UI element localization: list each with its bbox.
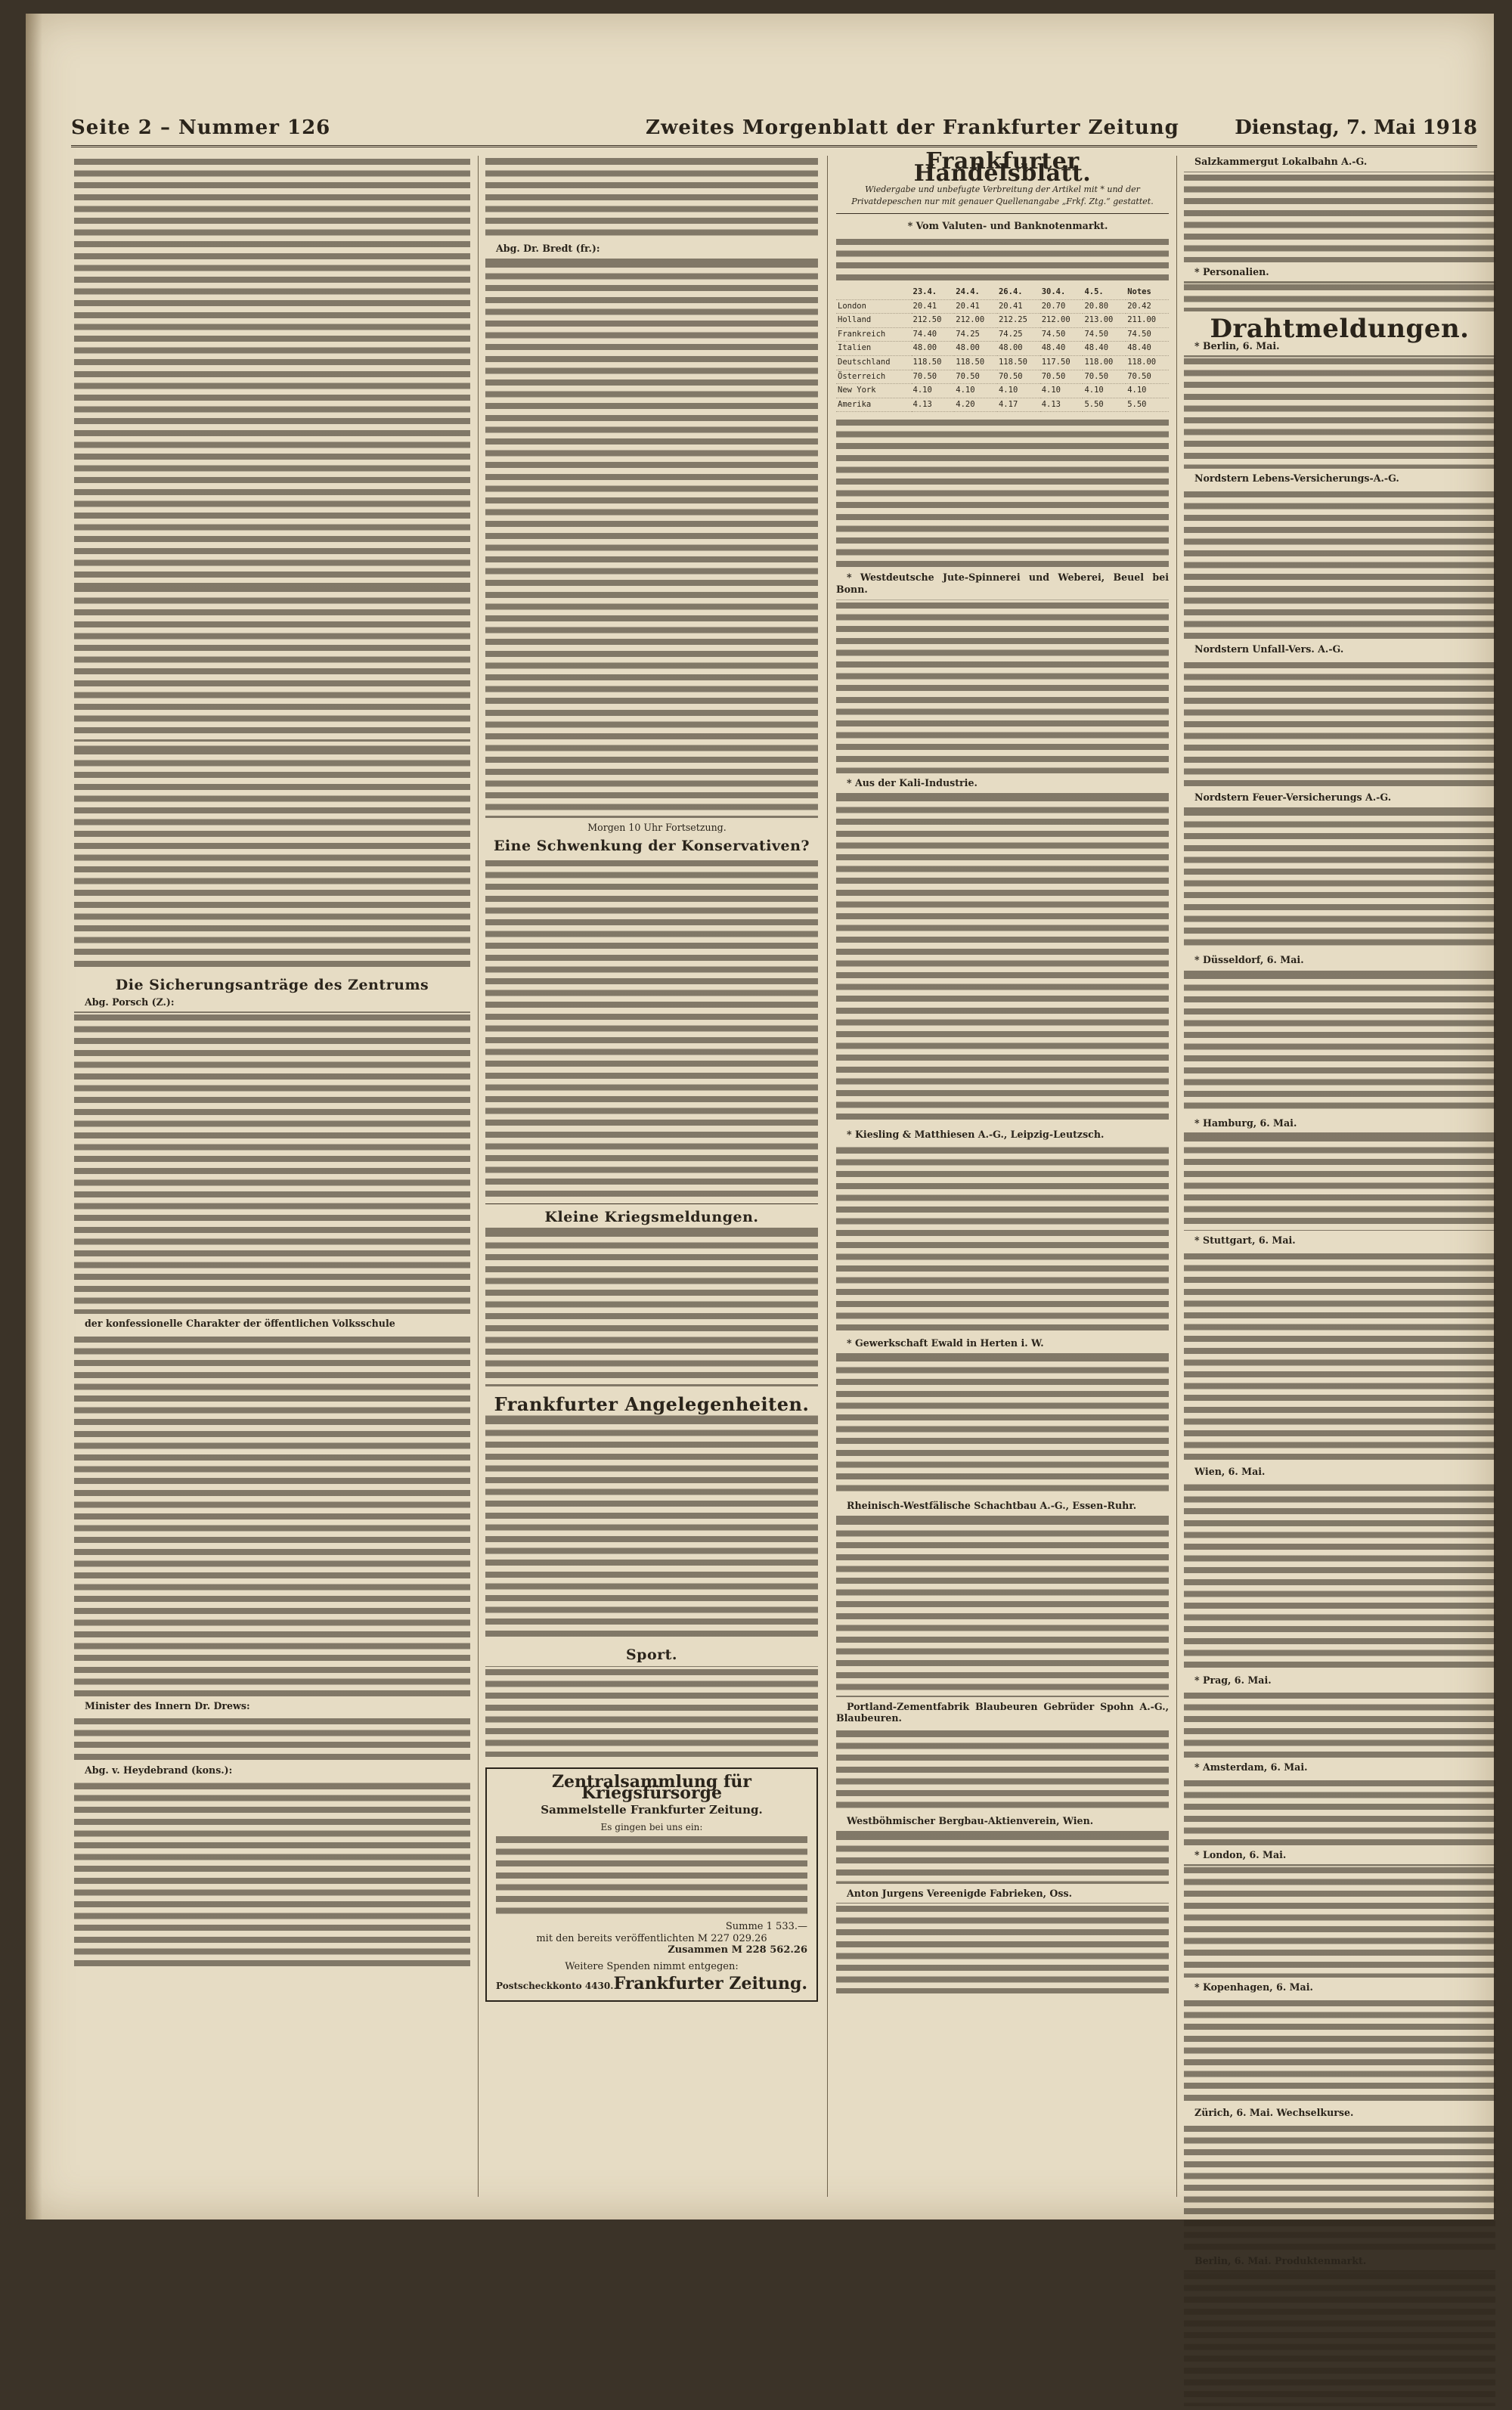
donation-footer — [496, 1974, 807, 1994]
rates-header-cell — [836, 286, 912, 299]
subheading: der konfessionelle Charakter der öffentlichen Volksschule — [85, 1318, 395, 1330]
postscheck-account: Postscheckkonto 4430. — [496, 1981, 614, 1992]
column-3 — [836, 148, 1169, 1997]
rates-cell: 4.10 — [954, 384, 997, 398]
donation-title: Zentralsammlung für Kriegsfürsorge — [551, 1771, 752, 1804]
body-text — [1184, 1777, 1495, 1845]
rates-cell: Amerika — [836, 398, 912, 412]
body-text — [1184, 970, 1495, 1114]
rates-cell: Italien — [836, 342, 912, 356]
column-rule — [478, 156, 479, 2197]
rates-cell: 212.00 — [1040, 314, 1083, 328]
dispatch-heading: Nordstern Feuer-Versicherungs A.-G. — [1194, 791, 1392, 803]
column-2 — [485, 156, 818, 2012]
rates-cell: 212.25 — [997, 314, 1040, 328]
column-rule — [827, 156, 828, 2197]
body-text — [74, 156, 470, 579]
rates-header-cell: 23.4. — [912, 286, 955, 299]
body-text — [485, 1415, 818, 1642]
article-heading: * Vom Valuten- und Banknotenmarkt. — [907, 220, 1108, 232]
total-value: M 228 562.26 — [731, 1944, 807, 1956]
rates-cell: 48.00 — [912, 342, 955, 356]
rates-header-cell: 30.4. — [1040, 286, 1083, 299]
article-heading: * Aus der Kali-Industrie. — [847, 776, 978, 788]
rates-cell: 74.50 — [1040, 327, 1083, 342]
body-text — [1184, 659, 1495, 788]
rates-cell: 74.25 — [997, 327, 1040, 342]
handelsblatt-subtitle: Wiedergabe und unbefugte Verbreitung der Artikel mit * und der Privatdepeschen nur mit genauer Quellenangabe „Frkf. Ztg.“ gestattet. — [851, 184, 1154, 206]
speaker-label: Abg. v. Heydebrand (kons.): — [85, 1764, 233, 1777]
donation-prev: mit den bereits veröffentlichten M 227 029.26 — [536, 1932, 767, 1944]
rates-cell: 4.13 — [1040, 398, 1083, 412]
issue-date: Dienstag, 7. Mai 1918 — [1235, 116, 1477, 139]
divider — [485, 1203, 818, 1204]
sum-label: Summe — [725, 1920, 764, 1932]
body-text — [1184, 281, 1495, 311]
body-text — [1184, 2123, 1495, 2251]
rates-cell: 20.42 — [1126, 299, 1169, 314]
donation-list — [496, 1834, 807, 1917]
body-text — [836, 1903, 1169, 1993]
rates-cell: 48.40 — [1040, 342, 1083, 356]
body-text — [1184, 1864, 1495, 1978]
rates-cell: 118.00 — [1083, 355, 1126, 370]
rates-header-cell: 4.5. — [1083, 286, 1126, 299]
body-text — [1184, 355, 1495, 469]
body-text — [836, 1728, 1169, 1811]
rates-cell: 213.00 — [1083, 314, 1126, 328]
donation-box — [485, 1767, 818, 2002]
body-text — [485, 1666, 818, 1757]
body-text — [485, 857, 818, 1197]
rates-cell: 118.50 — [954, 355, 997, 370]
body-text — [485, 1228, 818, 1386]
column-rule — [1176, 156, 1177, 2197]
rates-cell: 4.10 — [1126, 384, 1169, 398]
rates-cell: 5.50 — [1126, 398, 1169, 412]
body-text — [1184, 807, 1495, 950]
rates-header-cell: 24.4. — [954, 286, 997, 299]
rates-cell: 212.50 — [912, 314, 955, 328]
body-text — [1184, 1250, 1495, 1462]
rates-cell: 4.20 — [954, 398, 997, 412]
dispatch-heading: Berlin, 6. Mai. Produktenmarkt. — [1194, 2254, 1367, 2266]
dispatch-heading: Zürich, 6. Mai. Wechselkurse. — [1194, 2106, 1354, 2118]
dispatch-heading: * Stuttgart, 6. Mai. — [1194, 1234, 1296, 1247]
rates-row — [836, 327, 1169, 342]
dispatch-heading: * Berlin, 6. Mai. — [1194, 339, 1280, 352]
rates-cell: 48.40 — [1126, 342, 1169, 356]
rates-cell: 74.50 — [1083, 327, 1126, 342]
article-heading: Rheinisch-Westfälische Schachtbau A.-G., Essen-Ruhr. — [847, 1500, 1137, 1512]
rates-cell: Österreich — [836, 370, 912, 384]
section-heading: Frankfurter Angelegenheiten. — [494, 1393, 810, 1416]
rates-cell: 20.80 — [1083, 299, 1126, 314]
dispatch-heading: Wien, 6. Mai. — [1194, 1465, 1266, 1477]
continuation-note: Morgen 10 Uhr Fortsetzung. — [587, 821, 727, 833]
body-text — [836, 1352, 1169, 1496]
article-heading: * Gewerkschaft Ewald in Herten i. W. — [847, 1337, 1044, 1349]
rates-cell: Holland — [836, 314, 912, 328]
rates-cell: 211.00 — [1126, 314, 1169, 328]
article-heading: Salzkammergut Lokalbahn A.-G. — [1194, 156, 1368, 167]
rates-cell: 5.50 — [1083, 398, 1126, 412]
sum-value: 1 533.— — [766, 1920, 807, 1932]
body-text — [74, 1780, 470, 1969]
column-1 — [74, 156, 470, 1973]
dispatch-heading: * Amsterdam, 6. Mai. — [1194, 1761, 1308, 1773]
body-text — [836, 599, 1169, 773]
rates-cell: Deutschland — [836, 355, 912, 370]
body-text — [1184, 172, 1495, 262]
article-heading: * Personalien. — [1194, 265, 1269, 277]
speaker-label: Abg. Dr. Bredt (fr.): — [496, 243, 600, 254]
rates-cell: 4.10 — [1083, 384, 1126, 398]
dispatch-heading: * Düsseldorf, 6. Mai. — [1194, 954, 1304, 966]
body-text — [485, 259, 818, 818]
rates-cell: 4.10 — [997, 384, 1040, 398]
exchange-rates-table — [836, 286, 1169, 412]
drahtmeldungen-title: Drahtmeldungen. — [1210, 314, 1470, 345]
rates-cell: 4.13 — [912, 398, 955, 412]
rates-cell: 20.41 — [912, 299, 955, 314]
rates-cell: 70.50 — [954, 370, 997, 384]
total-label: Zusammen — [668, 1944, 729, 1956]
rates-cell: 70.50 — [997, 370, 1040, 384]
rates-row — [836, 384, 1169, 398]
body-text — [74, 1715, 470, 1761]
section-heading: Eine Schwenkung der Konservativen? — [493, 838, 810, 855]
body-text — [74, 1334, 470, 1696]
rates-cell: 117.50 — [1040, 355, 1083, 370]
speaker-label: Abg. Porsch (Z.): — [85, 996, 175, 1008]
rates-row — [836, 355, 1169, 370]
rates-row — [836, 299, 1169, 314]
body-text — [74, 745, 470, 972]
body-text — [74, 1011, 470, 1314]
dispatch-heading: * Prag, 6. Mai. — [1194, 1674, 1272, 1686]
section-heading: Sport. — [625, 1646, 678, 1663]
dispatch-heading: * London, 6. Mai. — [1194, 1848, 1287, 1860]
body-text — [836, 417, 1169, 568]
drahtmeldungen-list — [1184, 340, 1495, 2406]
body-text — [836, 1145, 1169, 1334]
dispatch-heading: Nordstern Lebens-Versicherungs-A.-G. — [1194, 472, 1399, 485]
column-4 — [1184, 156, 1495, 2410]
rates-cell: London — [836, 299, 912, 314]
rates-cell: 118.00 — [1126, 355, 1169, 370]
donation-sum — [496, 1921, 807, 1933]
article-heading: * Kiesling & Matthiesen A.-G., Leipzig-Leutzsch. — [847, 1129, 1105, 1141]
rates-header-cell: 26.4. — [997, 286, 1040, 299]
rates-cell: 70.50 — [912, 370, 955, 384]
newspaper-page — [26, 14, 1494, 2266]
body-text — [836, 1516, 1169, 1697]
rates-cell: 74.50 — [1126, 327, 1169, 342]
rates-cell: 4.10 — [1040, 384, 1083, 398]
handelsblatt-title: Frankfurter Handelsblatt. — [913, 148, 1092, 187]
rates-cell: 118.50 — [997, 355, 1040, 370]
body-text — [1184, 1997, 1495, 2103]
rates-cell: 212.00 — [954, 314, 997, 328]
donation-intro: Es gingen bei uns ein: — [600, 1822, 703, 1833]
body-text — [1184, 2270, 1495, 2406]
rates-cell: 48.00 — [954, 342, 997, 356]
rates-cell: 48.40 — [1083, 342, 1126, 356]
donation-more: Weitere Spenden nimmt entgegen: — [565, 1960, 739, 1972]
rates-row — [836, 314, 1169, 328]
article-heading: Anton Jurgens Vereenigde Fabrieken, Oss. — [847, 1887, 1072, 1899]
body-text — [74, 583, 470, 742]
body-text — [1184, 1132, 1495, 1231]
donation-subtitle: Sammelstelle Frankfurter Zeitung. — [541, 1802, 763, 1817]
dispatch-heading: * Kopenhagen, 6. Mai. — [1194, 1981, 1313, 1993]
dispatch-heading: Nordstern Unfall-Vers. A.-G. — [1194, 643, 1344, 655]
divider — [836, 213, 1169, 214]
rates-cell: New York — [836, 384, 912, 398]
rates-cell: Frankreich — [836, 327, 912, 342]
paper-title: Zweites Morgenblatt der Frankfurter Zeitung — [646, 116, 1179, 139]
section-heading: Kleine Kriegsmeldungen. — [544, 1208, 759, 1225]
rates-header-cell: Notes — [1126, 286, 1169, 299]
rates-cell: 20.41 — [954, 299, 997, 314]
rates-cell: 48.00 — [997, 342, 1040, 356]
rates-header-row — [836, 286, 1169, 299]
body-text — [1184, 1482, 1495, 1671]
rates-row — [836, 342, 1169, 356]
body-text — [1184, 488, 1495, 640]
body-text — [836, 792, 1169, 1125]
page-number: Seite 2 – Nummer 126 — [71, 116, 331, 139]
dispatch-heading: * Hamburg, 6. Mai. — [1194, 1117, 1297, 1129]
rates-row — [836, 370, 1169, 384]
rates-cell: 70.50 — [1040, 370, 1083, 384]
rates-cell: 4.17 — [997, 398, 1040, 412]
rates-cell: 70.50 — [1083, 370, 1126, 384]
rates-cell: 118.50 — [912, 355, 955, 370]
article-heading: Portland-Zementfabrik Blaubeuren Gebrüder Spohn A.-G., Blaubeuren. — [836, 1700, 1169, 1724]
body-text — [1184, 1690, 1495, 1758]
rates-cell: 74.25 — [954, 327, 997, 342]
article-heading: Westböhmischer Bergbau-Aktienverein, Wien. — [847, 1815, 1094, 1827]
rates-row — [836, 398, 1169, 412]
rates-cell: 70.50 — [1126, 370, 1169, 384]
body-text — [836, 236, 1169, 281]
speaker-label: Minister des Innern Dr. Drews: — [85, 1699, 250, 1711]
rates-cell: 20.70 — [1040, 299, 1083, 314]
masthead — [71, 112, 1477, 147]
rates-cell: 74.40 — [912, 327, 955, 342]
section-heading: Die Sicherungsanträge des Zentrums — [115, 977, 429, 993]
rates-cell: 4.10 — [912, 384, 955, 398]
body-text — [836, 1831, 1169, 1884]
article-heading: * Westdeutsche Jute-Spinnerei und Weberei, Beuel bei Bonn. — [836, 572, 1169, 595]
donation-total — [496, 1944, 807, 1956]
donation-paper: Frankfurter Zeitung. — [613, 1974, 807, 1994]
rates-cell: 20.41 — [997, 299, 1040, 314]
body-text — [485, 156, 818, 239]
